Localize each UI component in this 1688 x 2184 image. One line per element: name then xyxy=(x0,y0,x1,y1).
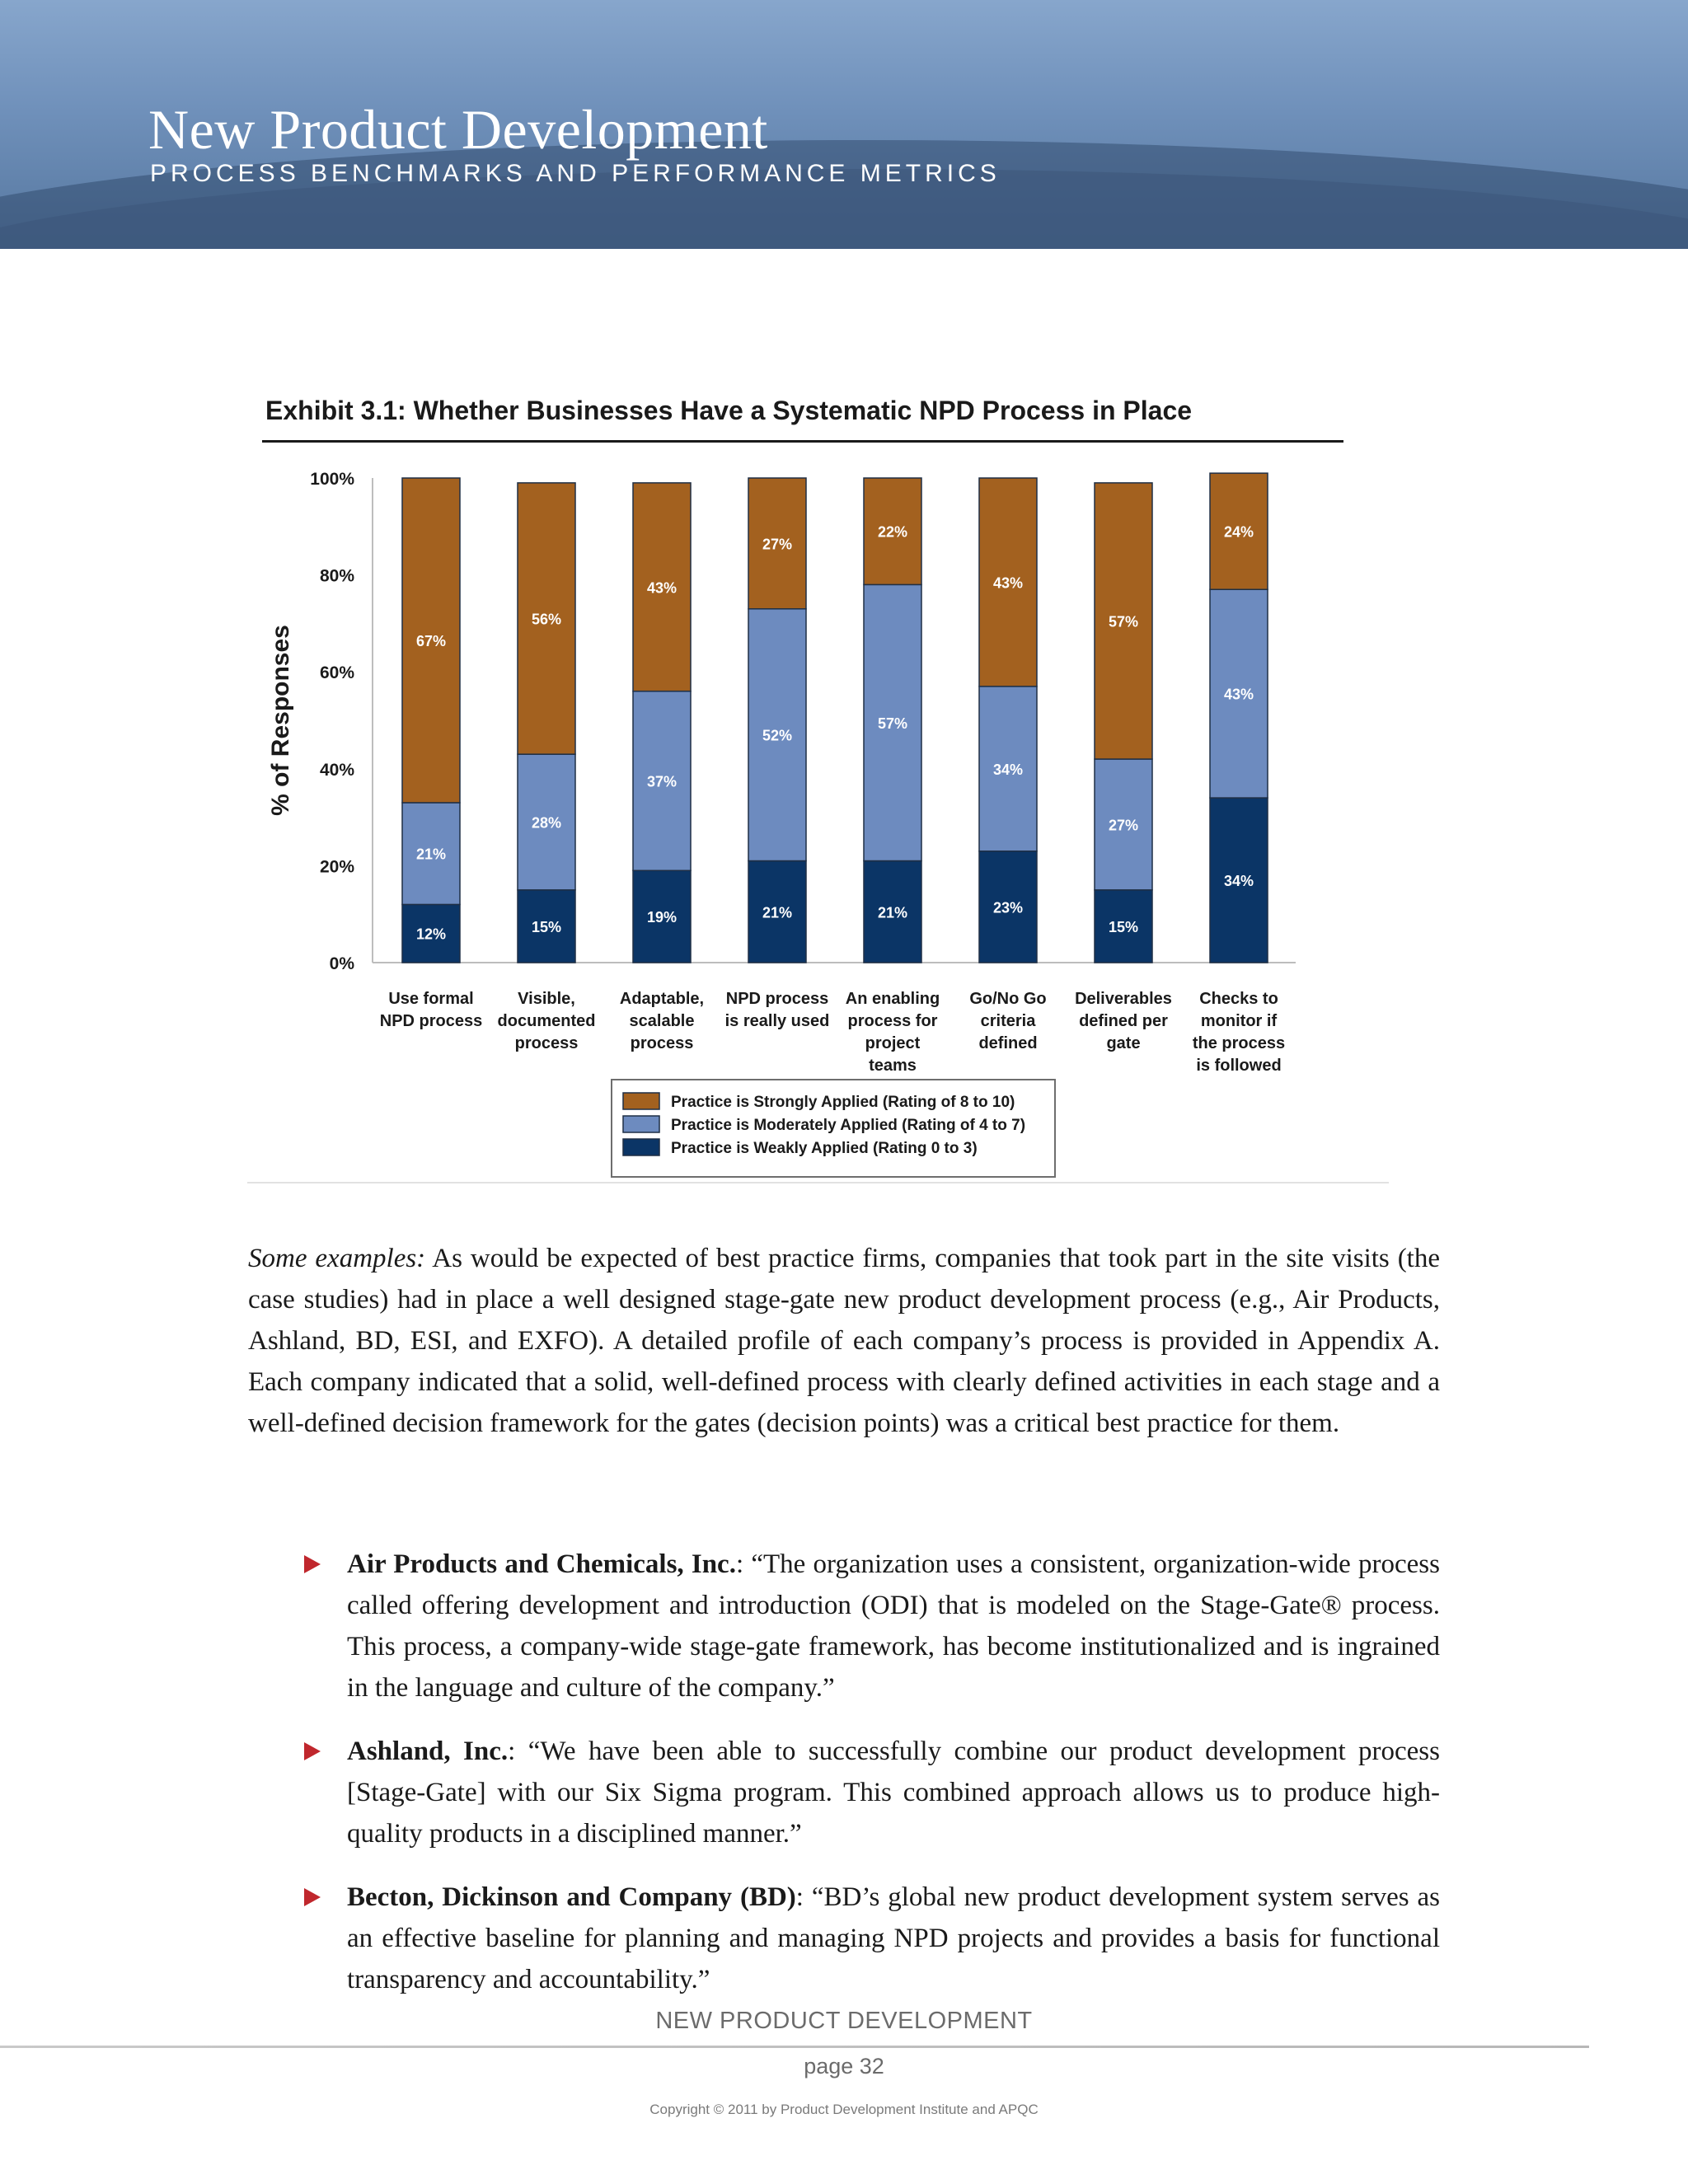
data-label: 21% xyxy=(762,904,793,921)
footer-title: NEW PRODUCT DEVELOPMENT xyxy=(655,2008,1033,2034)
intro-text: As would be expected of best practice firms, companies that took part in the site visits (the case studies) had in place a well designed stage-gate new product development process (e.g., Air Products, Ashland, BD, ESI, and EXFO). A detailed profile of each company’s process is provided in Appendix A. Each company indicated that a solid, well-defined process with clearly defined activities in each stage and a well-defined decision framework for the gates (decision points) was a critical best practice for them. xyxy=(248,1244,1440,1438)
x-tick-label: An enabling xyxy=(845,990,940,1008)
x-tick-label: process xyxy=(514,1034,579,1052)
x-tick-label: NPD process xyxy=(725,990,829,1008)
page-number: page 32 xyxy=(804,2054,884,2079)
x-tick-label: project xyxy=(865,1034,921,1052)
data-label: 12% xyxy=(415,926,447,943)
legend-label: Practice is Moderately Applied (Rating of 4 to 7) xyxy=(671,1117,1026,1134)
bullet-arrow-icon xyxy=(304,1888,321,1906)
data-label: 57% xyxy=(877,715,908,732)
intro-paragraph xyxy=(248,1238,1440,1444)
data-label: 22% xyxy=(877,523,908,541)
bullet-text: : “We have been able to successfully combine our product development process [Stage-Gate] with our Six Sigma program. This combined approach allows us to produce high-quality products in a disciplined manner.” xyxy=(347,1736,1440,1849)
copyright: Copyright © 2011 by Product Development Institute and APQC xyxy=(649,2102,1039,2117)
bullet-arrow-icon xyxy=(304,1742,321,1760)
y-tick-label: 60% xyxy=(319,663,354,683)
y-tick-label: 40% xyxy=(319,760,354,780)
header-banner xyxy=(0,0,1688,249)
x-tick-label: defined per xyxy=(1079,1012,1168,1030)
bullet-text: : “BD’s global new product development system serves as an effective baseline for planning and managing NPD projects and provides a basis for functional transparency and accountability.” xyxy=(347,1882,1440,1994)
x-tick-label: Adaptable, xyxy=(619,990,705,1008)
x-tick-label: process xyxy=(630,1034,694,1052)
data-label: 43% xyxy=(646,579,678,597)
data-label: 34% xyxy=(992,761,1024,778)
chart-bottom-rule xyxy=(247,1182,1389,1183)
bullet-arrow-icon xyxy=(304,1555,321,1573)
data-label: 43% xyxy=(1223,686,1254,703)
x-tick-label: scalable xyxy=(629,1012,695,1030)
intro-lead: Some examples: xyxy=(248,1244,426,1273)
x-tick-label: process for xyxy=(847,1012,938,1030)
y-axis-title: % of Responses xyxy=(267,625,294,816)
data-label: 24% xyxy=(1223,523,1254,541)
data-label: 21% xyxy=(877,904,908,921)
x-tick-label: criteria xyxy=(980,1012,1036,1030)
x-tick-label: Visible, xyxy=(518,990,575,1008)
data-label: 19% xyxy=(646,909,678,926)
data-label: 28% xyxy=(531,814,562,832)
bullet-item xyxy=(347,1731,1440,1854)
bullet-text: : “The organization uses a consistent, organization-wide process called offering development and introduction (ODI) that is modeled on the Stage-Gate® process. This process, a company-wide stage-gate framework, has become institutionalized and is ingrained in the language and culture of the company.” xyxy=(347,1549,1440,1703)
bullet-company: Ashland, Inc. xyxy=(347,1736,509,1766)
x-tick-label: the process xyxy=(1192,1034,1286,1052)
x-tick-label: teams xyxy=(869,1057,917,1075)
data-label: 43% xyxy=(992,574,1024,592)
x-tick-label: Checks to xyxy=(1199,990,1278,1008)
data-label: 52% xyxy=(762,727,793,744)
x-tick-label: Deliverables xyxy=(1075,990,1172,1008)
data-label: 15% xyxy=(531,918,562,935)
bullet-company: Becton, Dickinson and Company (BD) xyxy=(347,1882,796,1912)
data-label: 56% xyxy=(531,611,562,628)
y-tick-label: 100% xyxy=(310,470,354,489)
x-tick-label: defined xyxy=(978,1034,1038,1052)
document-title: New Product Development xyxy=(148,98,768,161)
data-label: 27% xyxy=(762,536,793,553)
y-tick-label: 80% xyxy=(319,566,354,586)
x-tick-label: is really used xyxy=(724,1012,830,1030)
legend-label: Practice is Strongly Applied (Rating of 8 to 10) xyxy=(671,1094,1015,1111)
x-tick-label: gate xyxy=(1106,1034,1141,1052)
data-label: 67% xyxy=(415,632,447,649)
legend-swatch xyxy=(623,1116,659,1132)
data-label: 15% xyxy=(1108,918,1139,935)
x-tick-label: monitor if xyxy=(1200,1012,1278,1030)
x-tick-label: Use formal xyxy=(388,990,474,1008)
bullet-company: Air Products and Chemicals, Inc. xyxy=(347,1549,736,1579)
exhibit-title: Exhibit 3.1: Whether Businesses Have a Systematic NPD Process in Place xyxy=(265,396,1193,425)
data-label: 27% xyxy=(1108,817,1139,834)
data-label: 57% xyxy=(1108,613,1139,630)
y-tick-label: 0% xyxy=(329,954,354,973)
bullet-item xyxy=(347,1877,1440,2000)
legend-swatch xyxy=(623,1139,659,1155)
x-tick-label: NPD process xyxy=(379,1012,483,1030)
bullet-item xyxy=(347,1544,1440,1708)
legend-swatch xyxy=(623,1093,659,1109)
data-label: 21% xyxy=(415,846,447,863)
data-label: 34% xyxy=(1223,873,1254,890)
exhibit-title-rule xyxy=(262,440,1343,443)
chart-container xyxy=(247,462,1401,1203)
stacked-bar-chart xyxy=(247,462,1401,1203)
x-tick-label: Go/No Go xyxy=(969,990,1047,1008)
data-label: 37% xyxy=(646,773,678,790)
legend-label: Practice is Weakly Applied (Rating 0 to 3) xyxy=(671,1140,978,1157)
y-tick-label: 20% xyxy=(319,857,354,877)
x-tick-label: documented xyxy=(497,1012,596,1030)
x-tick-label: is followed xyxy=(1196,1057,1282,1075)
footer-rule xyxy=(0,2046,1589,2048)
data-label: 23% xyxy=(992,899,1024,916)
document-subtitle: PROCESS BENCHMARKS AND PERFORMANCE METRICS xyxy=(150,160,1001,187)
